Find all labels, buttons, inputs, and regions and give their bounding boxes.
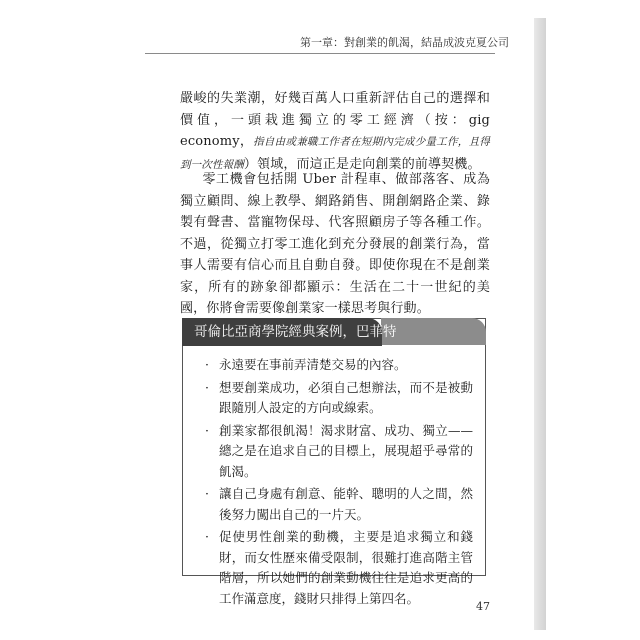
running-head: 第一章：對創業的飢渴，結晶成波克夏公司 xyxy=(300,36,509,49)
body-paragraph-1 xyxy=(180,88,490,176)
body-paragraph-2 xyxy=(180,169,490,320)
header-rule xyxy=(145,53,495,54)
list-item xyxy=(205,527,473,609)
list-item-text: 創業家都很飢渴！渴求財富、成功、獨立——總之是在追求自己的目標上，展現超乎尋常的飢渴。 xyxy=(219,422,473,479)
list-item xyxy=(205,378,473,419)
case-box-list xyxy=(205,355,473,611)
list-item xyxy=(205,421,473,483)
list-item xyxy=(205,484,473,525)
paragraph-2-text: 零工機會包括開 Uber 計程車、做部落客、成為獨立顧問、線上教學、網路銷售、開創網路企業、錄製有聲書、當寵物保母、代客照顧房子等各種工作。不過，從獨立打零工進化到充分發展的創業行為，當事人需要有信心而且自動自發。即使你現在不是創業家，所有的跡象卻都顯示：生活在二十一世紀的美國，你將會需要像創業家一樣思考與行動。 xyxy=(180,172,490,316)
paragraph-1-text-a: 嚴峻的失業潮，好幾百萬人口重新評估自己的選擇和價值，一頭栽進獨立的零工經濟（按：gig economy， xyxy=(180,91,490,149)
bullet-icon: · xyxy=(205,529,209,544)
case-study-box xyxy=(182,318,486,606)
page-number: 47 xyxy=(476,600,490,613)
paragraph-1-text-b: ）領域，而這正是走向創業的前導契機。 xyxy=(243,156,481,172)
page-edge-shadow xyxy=(534,18,546,630)
list-item-text: 促使男性創業的動機，主要是追求獨立和錢財，而女性歷來備受限制，很難打進高階主管階層，所以她們的創業動機往往是追求更高的工作滿意度，錢財只排得上第四名。 xyxy=(219,529,473,606)
list-item-text: 讓自己身處有創意、能幹、聰明的人之間，然後努力闖出自己的一片天。 xyxy=(219,486,473,522)
list-item-text: 永遠要在事前弄清楚交易的內容。 xyxy=(219,357,407,372)
bullet-icon: · xyxy=(205,379,209,395)
translator-note: 指自由或兼職工作者在短期內完成少量工作，且得到一次性報酬 xyxy=(180,136,490,171)
bullet-icon: · xyxy=(205,422,209,438)
bullet-icon: · xyxy=(205,486,209,501)
bullet-icon: · xyxy=(205,357,209,372)
list-item xyxy=(205,355,473,376)
case-box-title: 哥倫比亞商學院經典案例，巴菲特 xyxy=(182,318,382,346)
list-item-text: 想要創業成功，必須自己想辦法，而不是被動跟隨別人設定的方向或線索。 xyxy=(219,379,473,415)
